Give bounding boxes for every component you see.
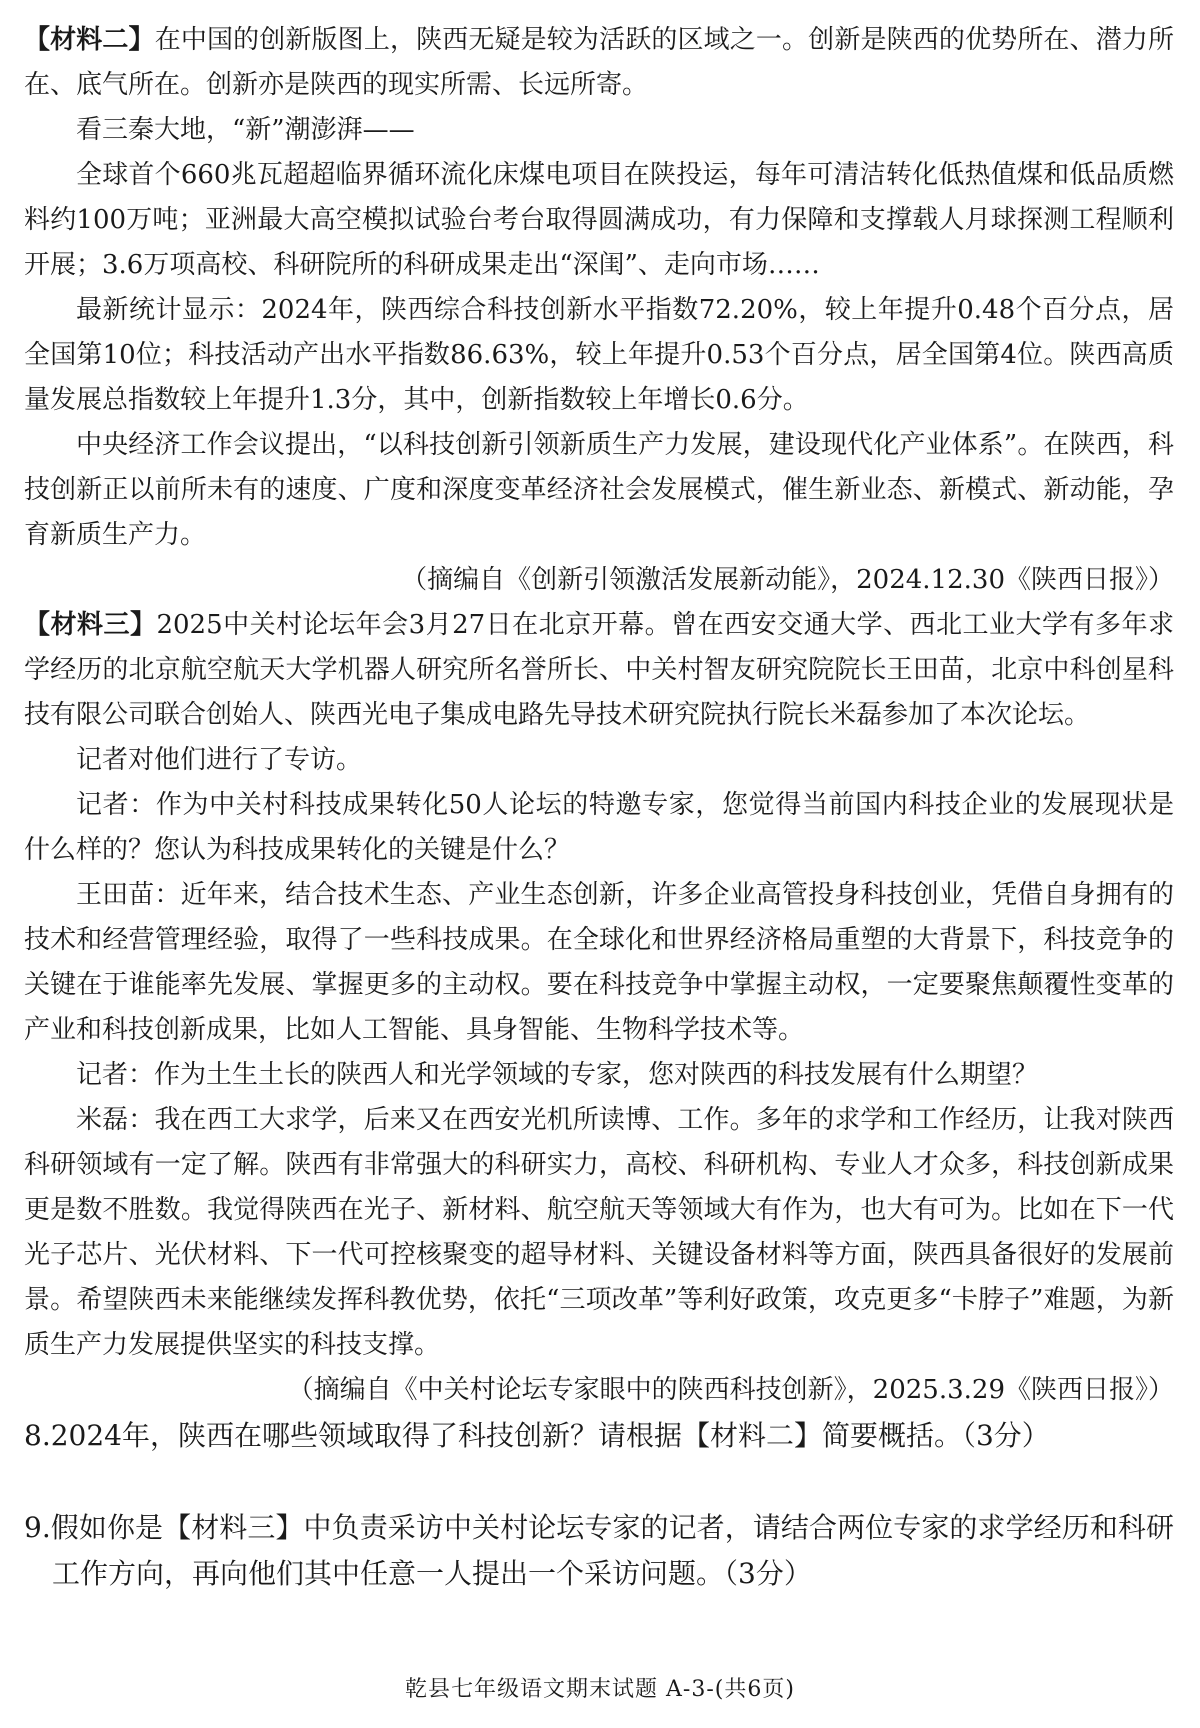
material2-intro-text: 在中国的创新版图上，陕西无疑是较为活跃的区域之一。创新是陕西的优势所在、潜力所在、底气所在。创新亦是陕西的现实所需、长远所寄。 — [24, 25, 1174, 100]
material2-paragraph-2: 全球首个660兆瓦超超临界循环流化床煤电项目在陕投运，每年可清洁转化低热值煤和低品质燃料约100万吨；亚洲最大高空模拟试验台考台取得圆满成功，有力保障和支撑载人月球探测工程顺利开展；3.6万项高校、科研院所的科研成果走出“深闺”、走向市场…… — [24, 160, 1174, 280]
material3-label: 【材料三】 — [24, 610, 157, 640]
material2-paragraph-1: 看三秦大地，“新”潮澎湃—— — [76, 115, 415, 145]
page-content — [24, 18, 1174, 1597]
material2-paragraph-4: 中央经济工作会议提出，“以科技创新引领新质生产力发展，建设现代化产业体系”。在陕西，科技创新正以前所未有的速度、广度和深度变革经济社会发展模式，催生新业态、新模式、新动能，孕育新质生产力。 — [24, 430, 1174, 550]
material3-source: （摘编自《中关村论坛专家眼中的陕西科技创新》，2025.3.29《陕西日报》） — [287, 1375, 1174, 1405]
page-footer: 乾县七年级语文期末试题 A-3-(共6页) — [405, 1677, 795, 1702]
material3-intro — [24, 603, 1174, 738]
material2-paragraph-3: 最新统计显示：2024年，陕西综合科技创新水平指数72.20%，较上年提升0.48个百分点，居全国第10位；科技活动产出水平指数86.63%，较上年提升0.53个百分点，居全国第4位。陕西高质量发展总指数较上年提升1.3分，其中，创新指数较上年增长0.6分。 — [24, 295, 1174, 415]
material2-label: 【材料二】 — [24, 25, 155, 55]
material3-intro-text: 2025中关村论坛年会3月27日在北京开幕。曾在西安交通大学、西北工业大学有多年求学经历的北京航空航天大学机器人研究所名誉所长、中关村智友研究院院长王田苗，北京中科创星科技有限公司联合创始人、陕西光电子集成电路先导技术研究院执行院长米磊参加了本次论坛。 — [24, 610, 1174, 730]
question-9: 9.假如你是【材料三】中负责采访中关村论坛专家的记者，请结合两位专家的求学经历和科研工作方向，再向他们其中任意一人提出一个采访问题。（3分） — [24, 1511, 1174, 1590]
material2-source: （摘编自《创新引领激活发展新动能》，2024.12.30《陕西日报》） — [401, 565, 1174, 595]
material3-paragraph-5: 米磊：我在西工大求学，后来又在西安光机所读博、工作。多年的求学和工作经历，让我对陕西科研领域有一定了解。陕西有非常强大的科研实力，高校、科研机构、专业人才众多，科技创新成果更是数不胜数。我觉得陕西在光子、新材料、航空航天等领域大有作为，也大有可为。比如在下一代光子芯片、光伏材料、下一代可控核聚变的超导材料、关键设备材料等方面，陕西具备很好的发展前景。希望陕西未来能继续发挥科教优势，依托“三项改革”等利好政策，攻克更多“卡脖子”难题，为新质生产力发展提供坚实的科技支撑。 — [24, 1105, 1174, 1360]
material3-paragraph-1: 记者对他们进行了专访。 — [76, 745, 363, 775]
question-8: 8.2024年，陕西在哪些领域取得了科技创新？请根据【材料二】简要概括。（3分） — [24, 1419, 1050, 1452]
material3-paragraph-3: 王田苗：近年来，结合技术生态、产业生态创新，许多企业高管投身科技创业，凭借自身拥有的技术和经营管理经验，取得了一些科技成果。在全球化和世界经济格局重塑的大背景下，科技竞争的关键在于谁能率先发展、掌握更多的主动权。要在科技竞争中掌握主动权，一定要聚焦颠覆性变革的产业和科技创新成果，比如人工智能、具身智能、生物科学技术等。 — [24, 880, 1174, 1045]
material3-paragraph-4: 记者：作为土生土长的陕西人和光学领域的专家，您对陕西的科技发展有什么期望？ — [76, 1060, 1039, 1090]
material2-intro — [24, 18, 1174, 108]
material3-paragraph-2: 记者：作为中关村科技成果转化50人论坛的特邀专家，您觉得当前国内科技企业的发展现状是什么样的？您认为科技成果转化的关键是什么？ — [24, 790, 1174, 865]
